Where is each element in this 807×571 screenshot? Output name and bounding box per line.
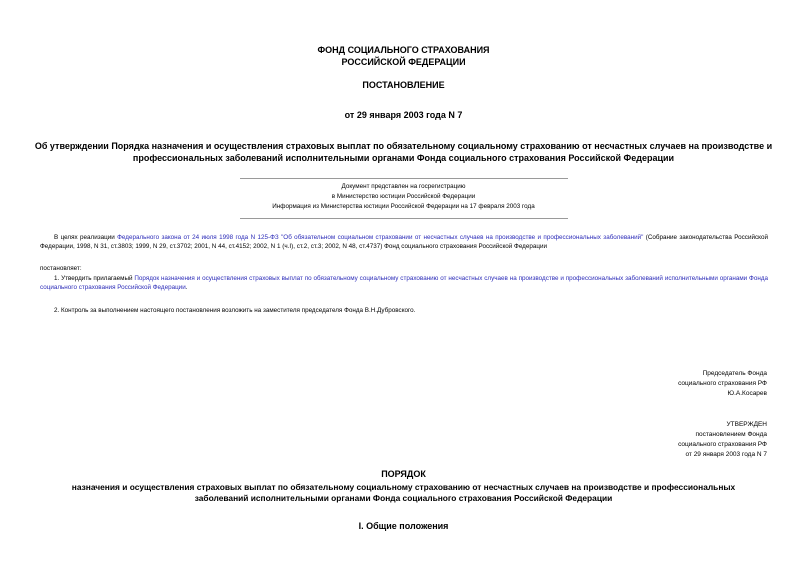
- item-1-suffix: .: [185, 284, 188, 291]
- signature-name: Ю.А.Косарев: [727, 390, 767, 397]
- document-date-number: от 29 января 2003 года N 7: [344, 110, 463, 120]
- item-2: 2. Контроль за выполнением настоящего постановления возложить на заместителя председателя Фонда В.Н.Дубровского.: [54, 307, 416, 314]
- registration-line1: Документ представлен на госрегистрацию: [341, 183, 466, 190]
- signature-block: [678, 369, 767, 399]
- top-divider: [240, 178, 568, 179]
- order-heading: ПОРЯДОК: [381, 469, 426, 479]
- registration-line2: в Министерство юстиции Российской Федерации: [331, 193, 476, 200]
- signature-position: Председатель Фонда: [702, 370, 767, 377]
- order-link[interactable]: Порядок назначения и осуществления страховых выплат по обязательному социальному страхованию от несчастных случаев на производстве и профессиональных заболеваний исполнительными органами Фонда социального страхования Российской Федерации: [40, 275, 768, 291]
- item-1-prefix: 1. Утвердить прилагаемый: [54, 275, 135, 282]
- bottom-divider: [240, 218, 568, 219]
- approval-label: УТВЕРЖДЕН: [726, 421, 767, 428]
- document-type: ПОСТАНОВЛЕНИЕ: [362, 80, 445, 90]
- approval-block: [678, 420, 767, 460]
- approval-organization: социального страхования РФ: [678, 441, 767, 448]
- document-title-line1: Об утверждении Порядка назначения и осуществления страховых выплат по обязательному социальному страхованию от несчастных случаев на производстве и: [34, 141, 773, 151]
- registration-line3: Информация из Министерства юстиции Российской Федерации на 17 февраля 2003 года: [272, 203, 535, 210]
- document-title-line2: профессиональных заболеваний исполнительными органами Фонда социального страхования Российской Федерации: [132, 153, 675, 163]
- section-1-heading: I. Общие положения: [358, 521, 449, 531]
- preamble-paragraph: [40, 233, 768, 251]
- resolves-label: постановляет:: [40, 265, 82, 272]
- signature-organization: социального страхования РФ: [678, 380, 767, 387]
- item-1: [40, 274, 768, 292]
- approval-basis: постановлением Фонда: [695, 431, 767, 438]
- federal-law-link[interactable]: Федерального закона от 24 июля 1998 года N 125-ФЗ: [117, 234, 279, 241]
- approval-date-number: от 29 января 2003 года N 7: [685, 451, 767, 458]
- federal-law-title-link[interactable]: "Об обязательном социальном страховании от несчастных случаев на производстве и профессиональных заболеваний": [278, 234, 644, 241]
- order-title-line1: назначения и осуществления страховых выплат по обязательному социальному страхованию от несчастных случаев на производстве и профессиональных: [71, 482, 736, 492]
- preamble-sources: (Собрание законодательства Российской Федерации, 1998, N 31, ст.3803; 1999, N 29, ст.3702; 2001, N 44, ст.4152; 2002, N 1 (ч.I), ст.2, ст.3; 2002, N 48, ст.4737) Фонд социального страхования Российской Федерации: [40, 234, 768, 250]
- preamble-intro: В целях реализации: [54, 234, 118, 241]
- org-name-line2: РОССИЙСКОЙ ФЕДЕРАЦИИ: [341, 57, 466, 67]
- order-title-line2: заболеваний исполнительными органами Фонда социального страхования Российской Федерации: [194, 493, 613, 503]
- org-name-line1: ФОНД СОЦИАЛЬНОГО СТРАХОВАНИЯ: [317, 45, 490, 55]
